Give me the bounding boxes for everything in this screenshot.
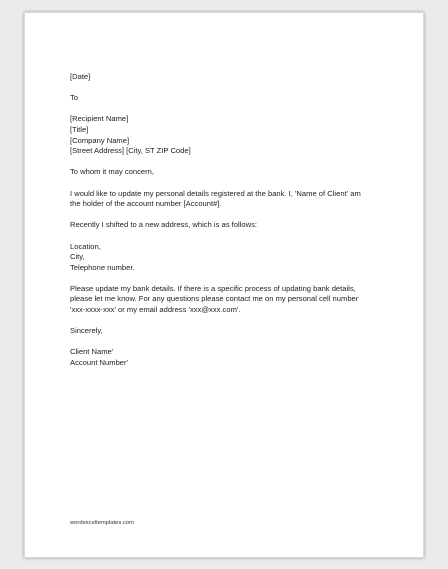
paragraph-1-line-2: the holder of the account number [Account#]. — [70, 199, 222, 209]
signature-client-name: Client Name' — [70, 347, 114, 357]
document-page — [24, 12, 424, 558]
date-line: [Date] — [70, 72, 91, 81]
footer-site-url: wordexceltemplates.com — [70, 520, 134, 526]
recipient-address: [Street Address] [City, ST ZIP Code] — [70, 146, 191, 156]
closing: Sincerely, — [70, 326, 103, 336]
recipient-company: [Company Name] — [70, 135, 130, 145]
recipient-name: [Recipient Name] — [70, 114, 129, 124]
paragraph-3-line-3: 'xxx-xxxx-xxx' or my email address 'xxx@xxx.com'. — [70, 305, 241, 315]
paragraph-2: Recently I shifted to a new address, which is as follows: — [70, 220, 257, 230]
to-line: To — [70, 93, 79, 103]
salutation: To whom it may concern, — [70, 167, 154, 177]
letter-body — [70, 72, 370, 369]
address-city: City, — [70, 252, 85, 262]
paragraph-3-line-1: Please update my bank details. If there is a specific process of updating bank details, — [70, 283, 356, 293]
signature-account-number: Account Number' — [70, 358, 129, 368]
address-telephone: Telephone number. — [70, 262, 135, 272]
paragraph-1-line-1: I would like to update my personal details registered at the bank. I, 'Name of Client' am — [70, 188, 361, 198]
paragraph-3-line-2: please let me know. For any questions please contact me on my personal cell number — [70, 294, 359, 304]
address-location: Location, — [70, 241, 101, 251]
recipient-title: [Title] — [70, 124, 89, 134]
